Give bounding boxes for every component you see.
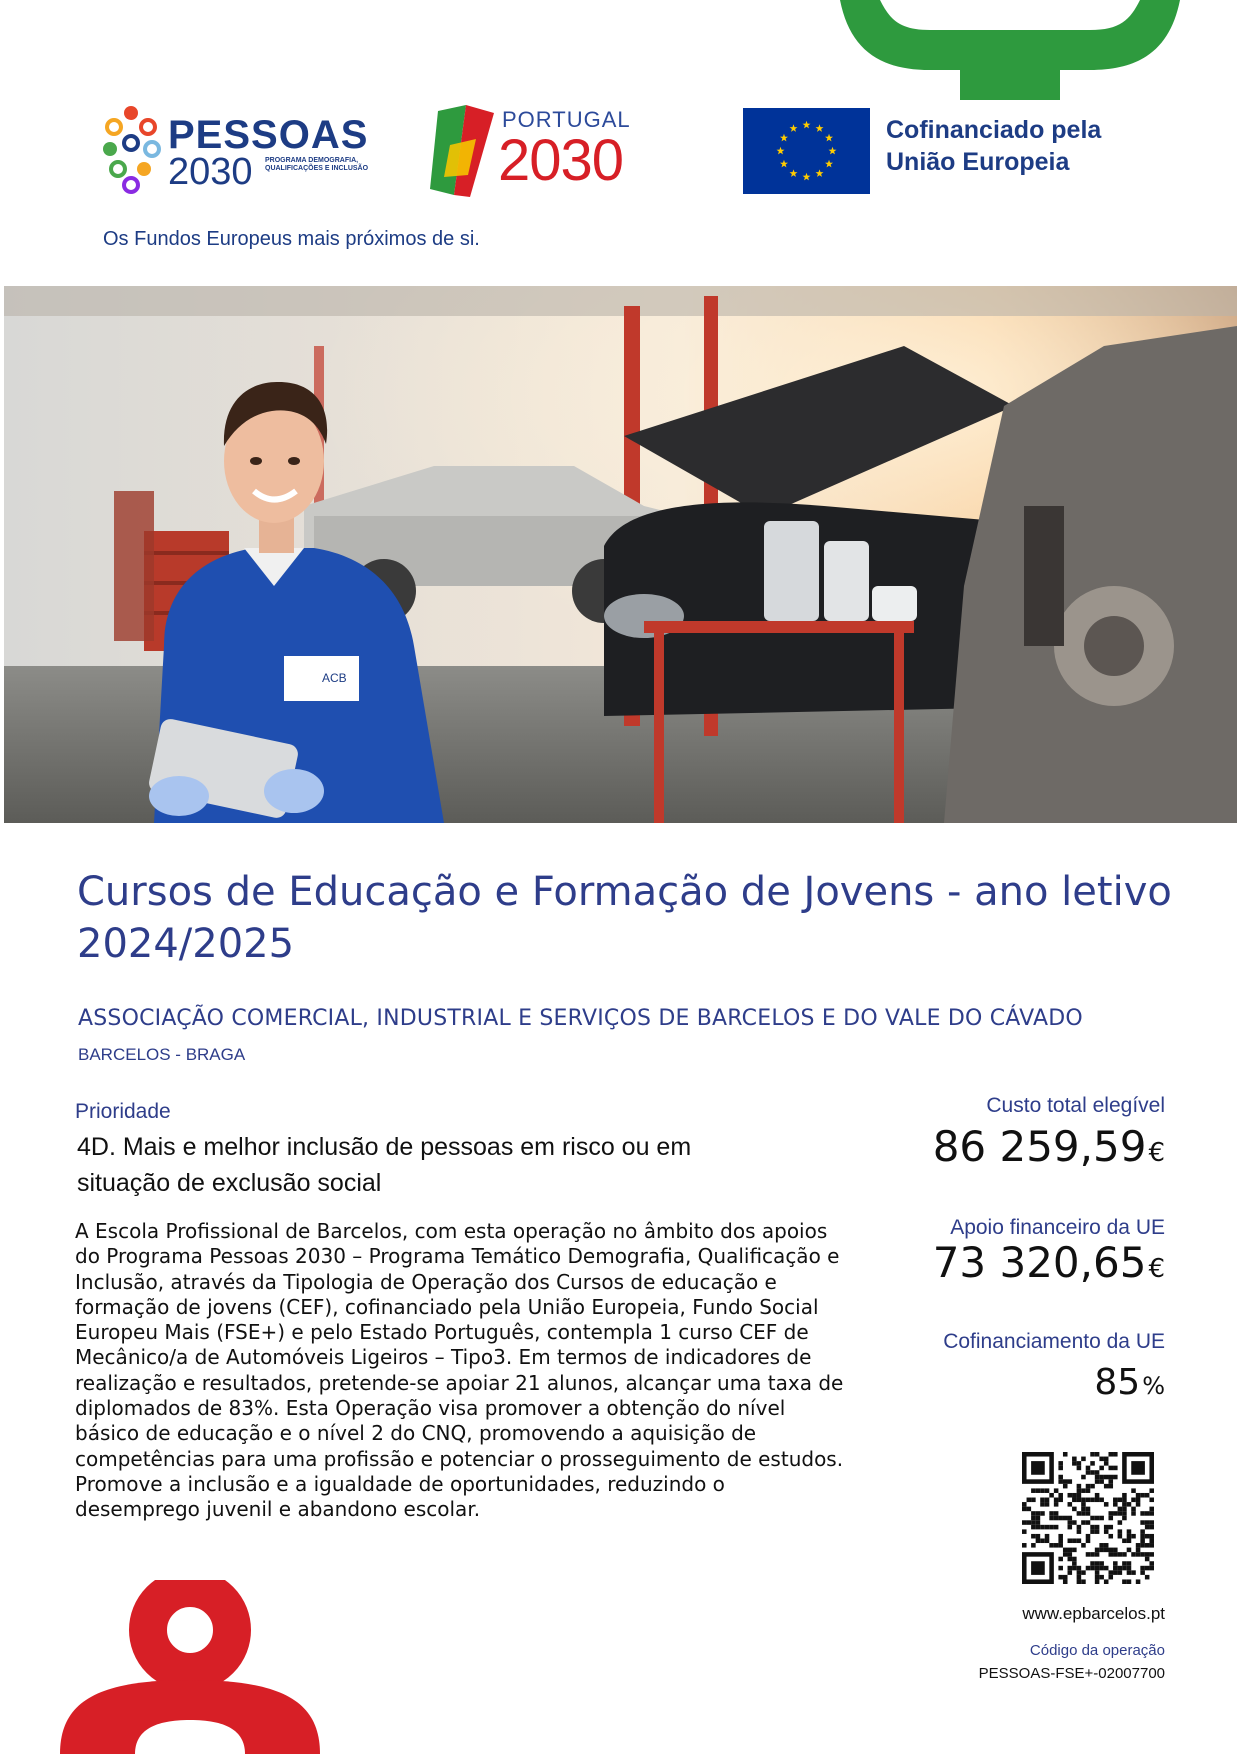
location: BARCELOS - BRAGA <box>78 1045 246 1064</box>
eu-star <box>780 134 788 142</box>
operation-code-label: Código da operação <box>1029 1642 1165 1659</box>
qr-code-icon[interactable] <box>1022 1452 1154 1584</box>
pessoas-wordmark: PESSOAS <box>168 113 369 157</box>
eu-star <box>816 169 824 177</box>
eu-star <box>803 173 811 181</box>
eu-star <box>816 124 824 132</box>
cofinancing-label: Cofinanciamento da UE <box>943 1330 1165 1353</box>
eu-star <box>790 124 798 132</box>
eu-support-amount: 73 320,65 <box>932 1238 1147 1287</box>
pessoas-subtitle: PROGRAMA DEMOGRAFIA, QUALIFICAÇÕES E INCLUSÃO <box>265 157 369 172</box>
operation-description: A Escola Profissional de Barcelos, com esta operação no âmbito dos apoios do Programa Pessoas 2030 – Programa Temático Demografia, Qualificação e Inclusão, através da Tipologia de Operação dos Cursos de educação e formação de jovens (CEF), cofinanciado pela União Europeia, Fundo Social Europeu Mais (FSE+) e pelo Estado Português, contempla 1 curso CEF de Mecânico/a de Automóveis Ligeiros – Tipo3. Em termos de indicadores de realização e resultados, pretende-se apoiar 21 alunos, alcançar uma taxa de diplomados de 83%. Esta Operação visa promover a obtenção do nível básico de educação e o nível 2 do CNQ, promovendo a aquisição de competências para uma profissão e potenciar o prosseguimento de estudos. Promove a inclusão e a igualdade de oportunidades, reduzindo o desemprego juvenil e abandono escolar. <box>75 1219 844 1522</box>
total-cost-unit: € <box>1148 1138 1165 1168</box>
portugal-wordmark: PORTUGAL <box>502 107 631 132</box>
eu-star <box>825 134 833 142</box>
website-link[interactable]: www.epbarcelos.pt <box>1022 1604 1165 1623</box>
eu-line-1: Cofinanciado pela <box>886 116 1102 144</box>
eu-flag-icon <box>743 108 870 194</box>
cofinancing-value <box>1094 1362 1165 1403</box>
priority-label: Prioridade <box>75 1100 171 1123</box>
eu-cofinancing-logo <box>743 108 1163 194</box>
cofinancing-amount: 85 <box>1094 1362 1141 1403</box>
portugal-year: 2030 <box>498 128 624 193</box>
eu-cofinancing-text <box>886 114 1101 178</box>
badge-text: ACB <box>322 671 347 685</box>
pessoas-2030-logo <box>100 105 400 200</box>
page-title: Cursos de Educação e Formação de Jovens - ano letivo 2024/2025 <box>77 869 1172 967</box>
eu-star <box>790 169 798 177</box>
decorative-red-person-shape <box>40 1580 340 1754</box>
operation-code: PESSOAS-FSE+-02007700 <box>978 1665 1165 1682</box>
eu-line-2: União Europeia <box>886 148 1070 176</box>
cofinancing-unit: % <box>1142 1372 1165 1400</box>
portugal-flag-icon <box>430 105 496 197</box>
priority-text: 4D. Mais e melhor inclusão de pessoas em risco ou em situação de exclusão social <box>77 1133 692 1197</box>
hero-photo-workshop <box>4 286 1237 823</box>
portugal-2030-logo <box>430 105 670 200</box>
eu-support-value <box>933 1238 1165 1287</box>
eu-star <box>803 121 811 129</box>
eu-support-unit: € <box>1148 1254 1165 1284</box>
total-cost-amount: 86 259,59 <box>932 1122 1147 1171</box>
eu-star <box>780 160 788 168</box>
tagline: Os Fundos Europeus mais próximos de si. <box>103 228 480 250</box>
pessoas-people-icon <box>100 105 162 195</box>
eu-support-label: Apoio financeiro da UE <box>950 1216 1165 1239</box>
pessoas-year: 2030 <box>168 151 253 193</box>
eu-star <box>825 160 833 168</box>
eu-star <box>829 147 837 155</box>
total-cost-label: Custo total elegível <box>986 1094 1165 1117</box>
decorative-green-shape <box>840 0 1180 100</box>
workshop-illustration <box>4 286 1237 823</box>
organization-name: ASSOCIAÇÃO COMERCIAL, INDUSTRIAL E SERVIÇOS DE BARCELOS E DO VALE DO CÁVADO <box>78 1006 1083 1031</box>
eu-star <box>777 147 785 155</box>
total-cost-value <box>933 1122 1165 1171</box>
